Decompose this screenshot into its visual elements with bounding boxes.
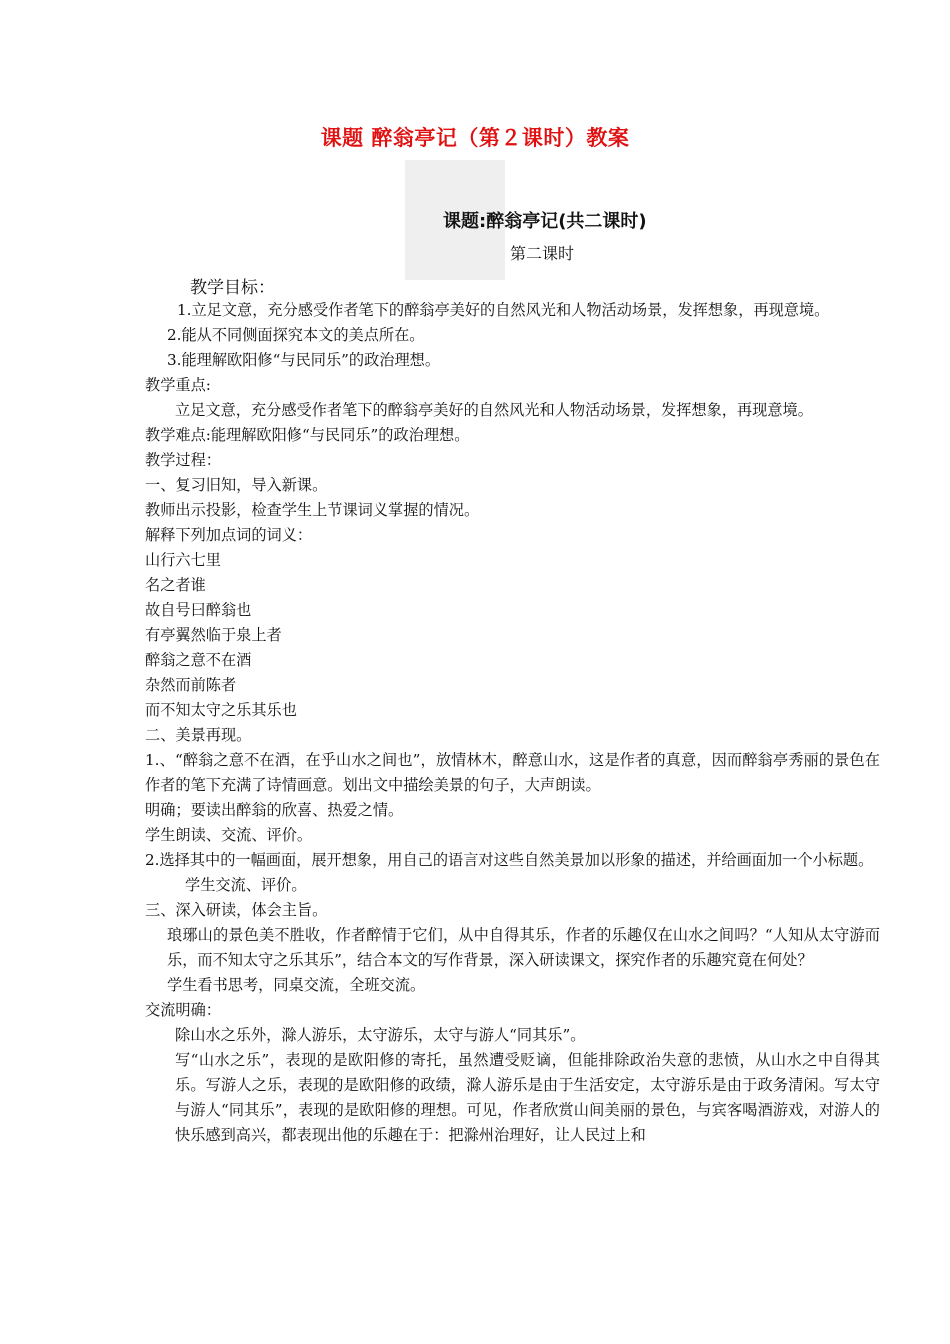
lesson-label: 第二课时 <box>510 244 575 263</box>
paragraph: 3.能理解欧阳修“与民同乐”的政治理想。 <box>167 351 441 369</box>
document-subtitle: 课题:醉翁亭记(共二课时) <box>443 211 647 232</box>
paragraph: 教师出示投影，检查学生上节课词义掌握的情况。 <box>145 501 480 519</box>
paragraph: 解释下列加点词的词义： <box>145 526 313 544</box>
paragraph: 除山水之乐外，滁人游乐，太守游乐，太守与游人“同其乐”。 <box>175 1026 586 1044</box>
paragraph: 一、复习旧知，导入新课。 <box>145 476 328 494</box>
paragraph: 名之者谁 <box>145 576 206 594</box>
paragraph: 交流明确： <box>145 1001 221 1019</box>
paragraph: 1.、“醉翁之意不在酒，在乎山水之间也”，放情林木，醉意山水，这是作者的真意，因而醉翁亭秀丽的景色在作者的笔下充满了诗情画意。划出文中描绘美景的句子，大声朗读。 <box>145 751 880 794</box>
document-body <box>145 298 880 1148</box>
paragraph: 三、深入研读，体会主旨。 <box>145 901 328 919</box>
paragraph: 琅琊山的景色美不胜收，作者醉情于它们，从中自得其乐，作者的乐趣仅在山水之间吗？“人知从太守游而乐，而不知太守之乐其乐”，结合本文的写作背景，深入研读课文，探究作者的乐趣究竟在何处？ <box>167 926 880 969</box>
paragraph: 立足文意，充分感受作者笔下的醉翁亭美好的自然风光和人物活动场景，发挥想象，再现意境。 <box>175 401 813 419</box>
paragraph: 1.立足文意，充分感受作者笔下的醉翁亭美好的自然风光和人物活动场景，发挥想象，再现意境。 <box>177 301 830 319</box>
paragraph: 2.选择其中的一幅画面，展开想象，用自己的语言对这些自然美景加以形象的描述，并给画面加一个小标题。 <box>145 851 874 869</box>
paragraph: 教学重点: <box>145 376 211 394</box>
paragraph: 教学过程： <box>145 451 221 469</box>
paragraph: 故自号曰醉翁也 <box>145 601 252 619</box>
paragraph: 二、美景再现。 <box>145 726 252 744</box>
paragraph: 明确；要读出醉翁的欣喜、热爱之情。 <box>145 801 404 819</box>
paragraph: 教学难点:能理解欧阳修“与民同乐”的政治理想。 <box>145 426 470 444</box>
paragraph: 学生看书思考，同桌交流，全班交流。 <box>167 976 426 994</box>
paragraph: 而不知太守之乐其乐也 <box>145 701 297 719</box>
paragraph: 2.能从不同侧面探究本文的美点所在。 <box>167 326 425 344</box>
paragraph: 学生朗读、交流、评价。 <box>145 826 313 844</box>
paragraph: 山行六七里 <box>145 551 221 569</box>
paragraph: 醉翁之意不在酒 <box>145 651 252 669</box>
paragraph: 杂然而前陈者 <box>145 676 237 694</box>
paragraph: 学生交流、评价。 <box>185 876 307 894</box>
goals-heading: 教学目标： <box>190 278 275 298</box>
paragraph: 写“山水之乐”，表现的是欧阳修的寄托，虽然遭受贬谪，但能排除政治失意的悲愤，从山水之中自得其乐。写游人之乐，表现的是欧阳修的政绩，滁人游乐是由于生活安定，太守游乐是由于政务清闲。写太守与游人“同其乐”，表现的是欧阳修的理想。可见，作者欣赏山间美丽的景色，与宾客喝酒游戏，对游人的快乐感到高兴，都表现出他的乐趣在于：把滁州治理好，让人民过上和 <box>175 1051 880 1144</box>
document-title: 课题 醉翁亭记（第２课时）教案 <box>320 126 630 150</box>
paragraph: 有亭翼然临于泉上者 <box>145 626 282 644</box>
